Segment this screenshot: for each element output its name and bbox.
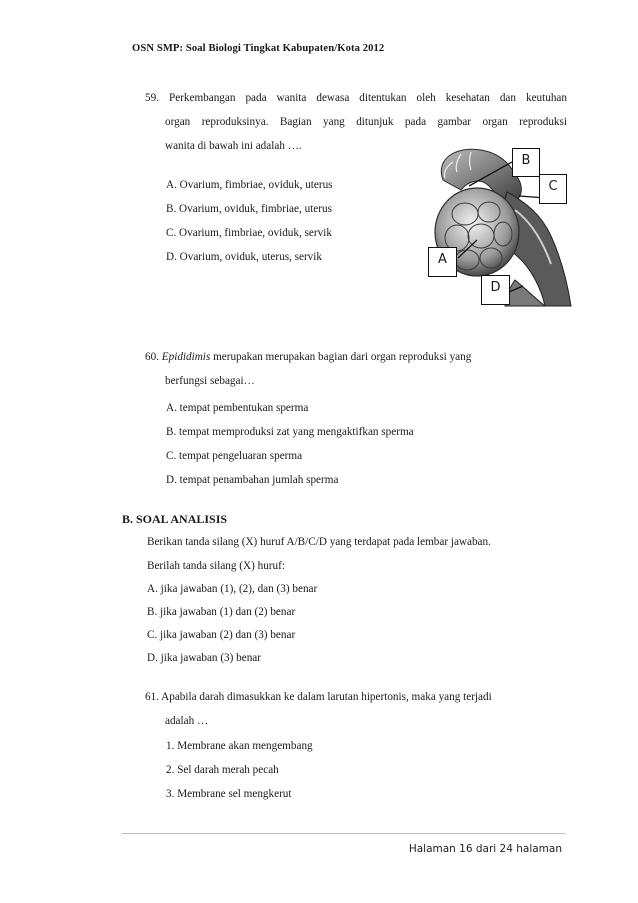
- q60-option-c: C. tempat pengeluaran sperma: [166, 450, 303, 462]
- q60-option-b: B. tempat memproduksi zat yang mengaktifkan sperma: [166, 426, 414, 438]
- q59-option-d: D. Ovarium, oviduk, uterus, servik: [166, 251, 322, 263]
- label-b-box: B: [512, 148, 540, 177]
- q61-item-1: 1. Membrane akan mengembang: [166, 740, 313, 752]
- section-b-instruction-1: Berikan tanda silang (X) huruf A/B/C/D yang terdapat pada lembar jawaban.: [147, 536, 491, 548]
- footer-divider: [122, 833, 565, 834]
- q60-italic-term: Epididimis: [161, 351, 211, 363]
- label-c-box: C: [539, 174, 567, 204]
- q60-stem-line-1: [145, 352, 471, 363]
- section-b-title: B. SOAL ANALISIS: [122, 512, 228, 526]
- q60-option-a: A. tempat pembentukan sperma: [166, 402, 309, 414]
- q60-stem-line-2: berfungsi sebagai…: [165, 375, 255, 387]
- q61-stem-line-2: adalah …: [165, 715, 209, 727]
- q60-stem-rest: merupakan merupakan bagian dari organ reproduksi yang: [210, 351, 472, 363]
- q59-option-c: C. Ovarium, fimbriae, oviduk, servik: [166, 227, 332, 239]
- q59-stem-line-2: organ reproduksinya. Bagian yang ditunjuk pada gambar organ reproduksi: [165, 116, 567, 128]
- q59-option-a: A. Ovarium, fimbriae, oviduk, uterus: [166, 179, 333, 191]
- q61-stem-line-1: 61. Apabila darah dimasukkan ke dalam larutan hipertonis, maka yang terjadi: [145, 691, 492, 703]
- q61-item-2: 2. Sel darah merah pecah: [166, 764, 279, 776]
- answer-key-d: D. jika jawaban (3) benar: [147, 652, 261, 664]
- answer-key-b: B. jika jawaban (1) dan (2) benar: [147, 606, 296, 618]
- answer-key-a: A. jika jawaban (1), (2), dan (3) benar: [147, 583, 318, 595]
- q60-number: 60.: [145, 351, 159, 363]
- label-d-box: D: [481, 275, 510, 305]
- answer-key-c: C. jika jawaban (2) dan (3) benar: [147, 629, 296, 641]
- page-number-footer: Halaman 16 dari 24 halaman: [408, 843, 562, 855]
- q59-stem-line-3: wanita di bawah ini adalah ….: [165, 140, 302, 152]
- page-header: OSN SMP: Soal Biologi Tingkat Kabupaten/Kota 2012: [132, 43, 385, 54]
- reproductive-organ-figure: [395, 140, 575, 315]
- q61-item-3: 3. Membrane sel mengkerut: [166, 788, 292, 800]
- q60-option-d: D. tempat penambahan jumlah sperma: [166, 474, 339, 486]
- section-b-instruction-2: Berilah tanda silang (X) huruf:: [147, 560, 285, 572]
- q59-stem-line-1: 59. Perkembangan pada wanita dewasa ditentukan oleh kesehatan dan keutuhan: [145, 92, 567, 104]
- label-a-box: A: [428, 247, 457, 277]
- q59-option-b: B. Ovarium, oviduk, fimbriae, uterus: [166, 203, 332, 215]
